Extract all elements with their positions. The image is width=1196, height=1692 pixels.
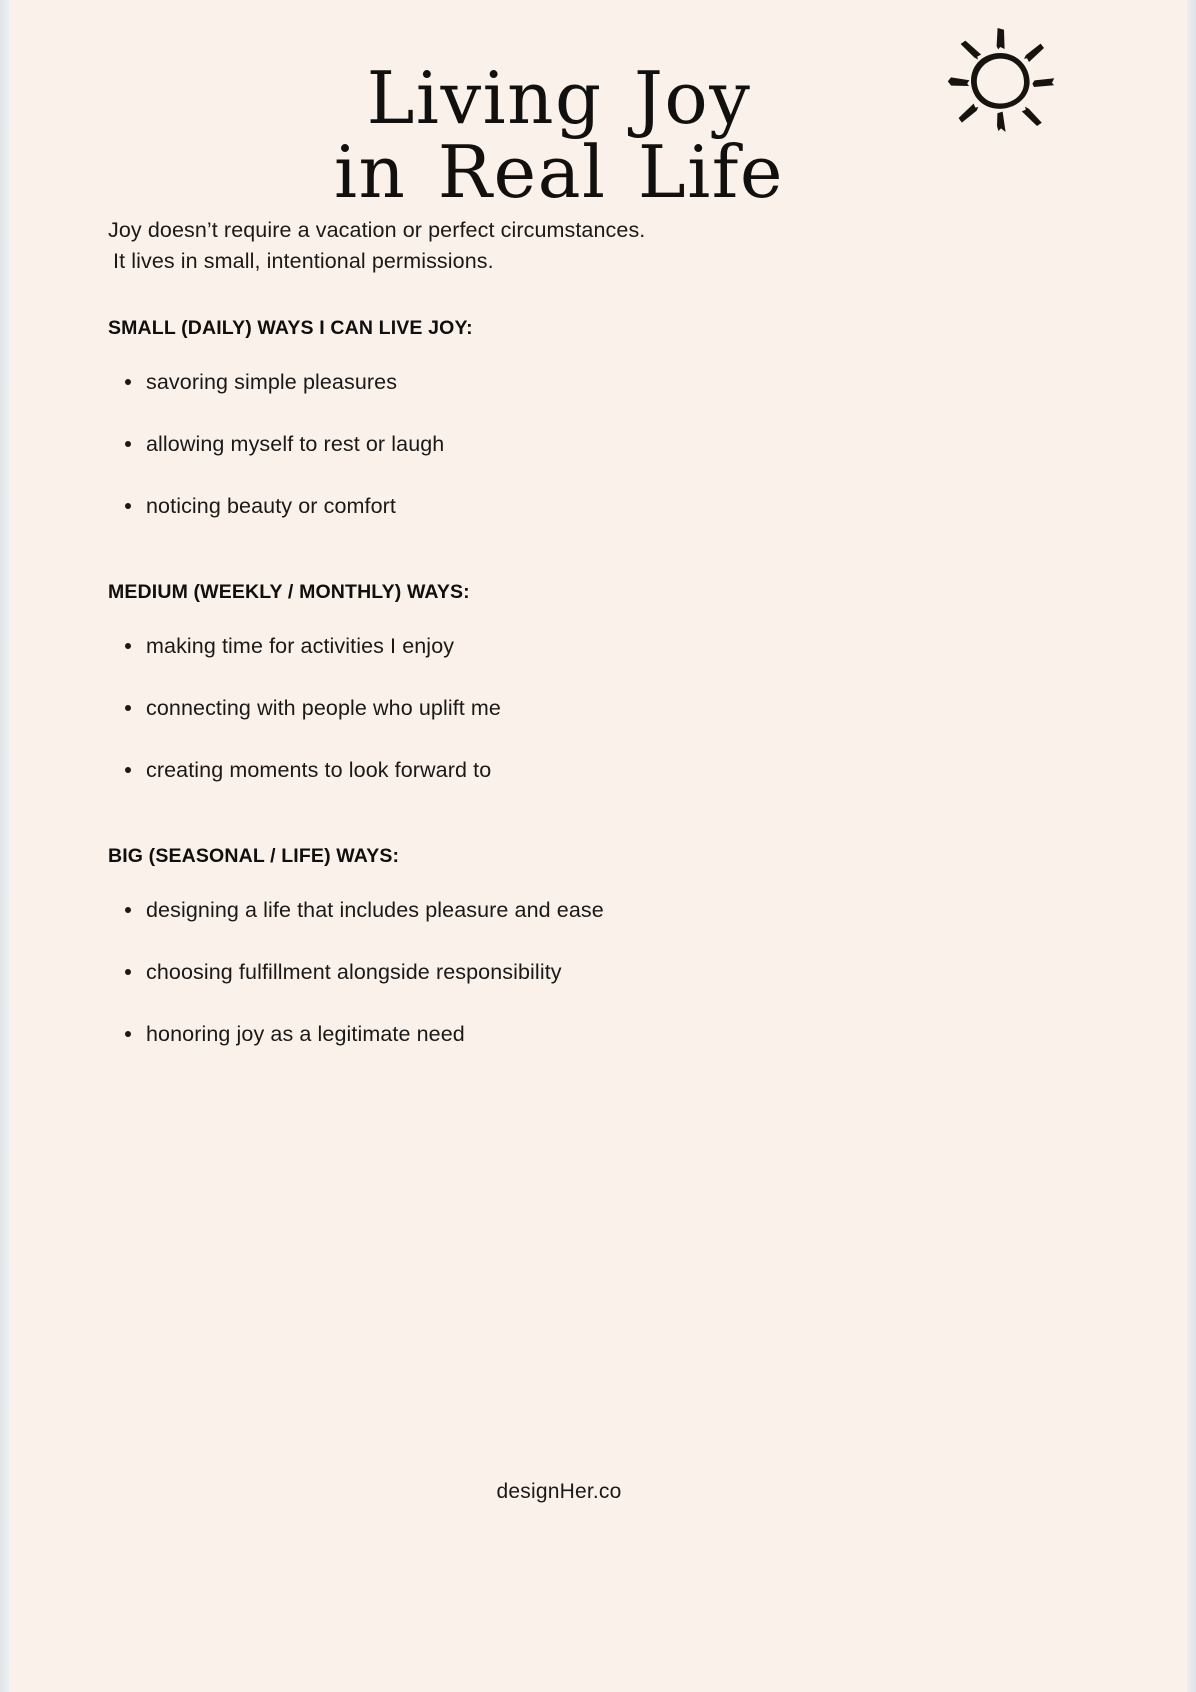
list-item-label: allowing myself to rest or laugh	[146, 432, 445, 456]
list-item-label: noticing beauty or comfort	[146, 494, 396, 518]
section-heading-small: SMALL (DAILY) WAYS I CAN LIVE JOY:	[108, 317, 473, 339]
list-item-label: creating moments to look forward to	[146, 758, 492, 782]
list-item	[108, 1019, 1088, 1049]
page-edge-left	[0, 0, 9, 1692]
section-spacer	[108, 521, 1088, 581]
section-heading-big: BIG (SEASONAL / LIFE) WAYS:	[108, 845, 400, 867]
list-item-label: making time for activities I enjoy	[146, 634, 455, 658]
section-big	[108, 845, 1088, 1049]
worksheet-content	[108, 215, 1088, 1049]
bullet-dot-icon	[125, 643, 131, 649]
list-item	[108, 491, 1088, 521]
bullet-list-small	[108, 367, 1088, 521]
list-item-label: connecting with people who uplift me	[146, 696, 501, 720]
bullet-dot-icon	[125, 705, 131, 711]
section-small	[108, 317, 1088, 521]
section-heading-medium: MEDIUM (WEEKLY / MONTHLY) WAYS:	[108, 581, 470, 603]
sun-icon	[942, 25, 1060, 145]
bullet-dot-icon	[125, 441, 131, 447]
bullet-dot-icon	[125, 907, 131, 913]
page-title-line-2: in Real Life	[333, 129, 785, 214]
bullet-dot-icon	[125, 503, 131, 509]
list-item	[108, 895, 1088, 925]
page-header	[9, 0, 1187, 214]
section-medium	[108, 581, 1088, 785]
list-item-label: honoring joy as a legitimate need	[146, 1022, 465, 1046]
list-item-label: designing a life that includes pleasure and ease	[146, 898, 604, 922]
bullet-dot-icon	[125, 969, 131, 975]
bullet-list-medium	[108, 631, 1088, 785]
page-sheet	[9, 0, 1187, 1692]
intro-paragraph	[108, 215, 1088, 277]
list-item	[108, 755, 1088, 785]
bullet-list-big	[108, 895, 1088, 1049]
intro-line-2: It lives in small, intentional permissions.	[113, 249, 494, 273]
bullet-dot-icon	[125, 1031, 131, 1037]
section-spacer	[108, 785, 1088, 845]
bullet-dot-icon	[125, 767, 131, 773]
list-item	[108, 693, 1088, 723]
list-item	[108, 631, 1088, 661]
list-item-label: choosing fulfillment alongside responsibility	[146, 960, 562, 984]
list-item-label: savoring simple pleasures	[146, 370, 398, 394]
footer-brand: designHer.co	[496, 1480, 622, 1503]
list-item	[108, 367, 1088, 397]
bullet-dot-icon	[125, 379, 131, 385]
list-item	[108, 957, 1088, 987]
list-item	[108, 429, 1088, 459]
page-edge-right	[1187, 0, 1196, 1692]
page-title-line-1: Living Joy	[366, 56, 752, 141]
intro-line-1: Joy doesn’t require a vacation or perfect circumstances.	[108, 218, 646, 242]
